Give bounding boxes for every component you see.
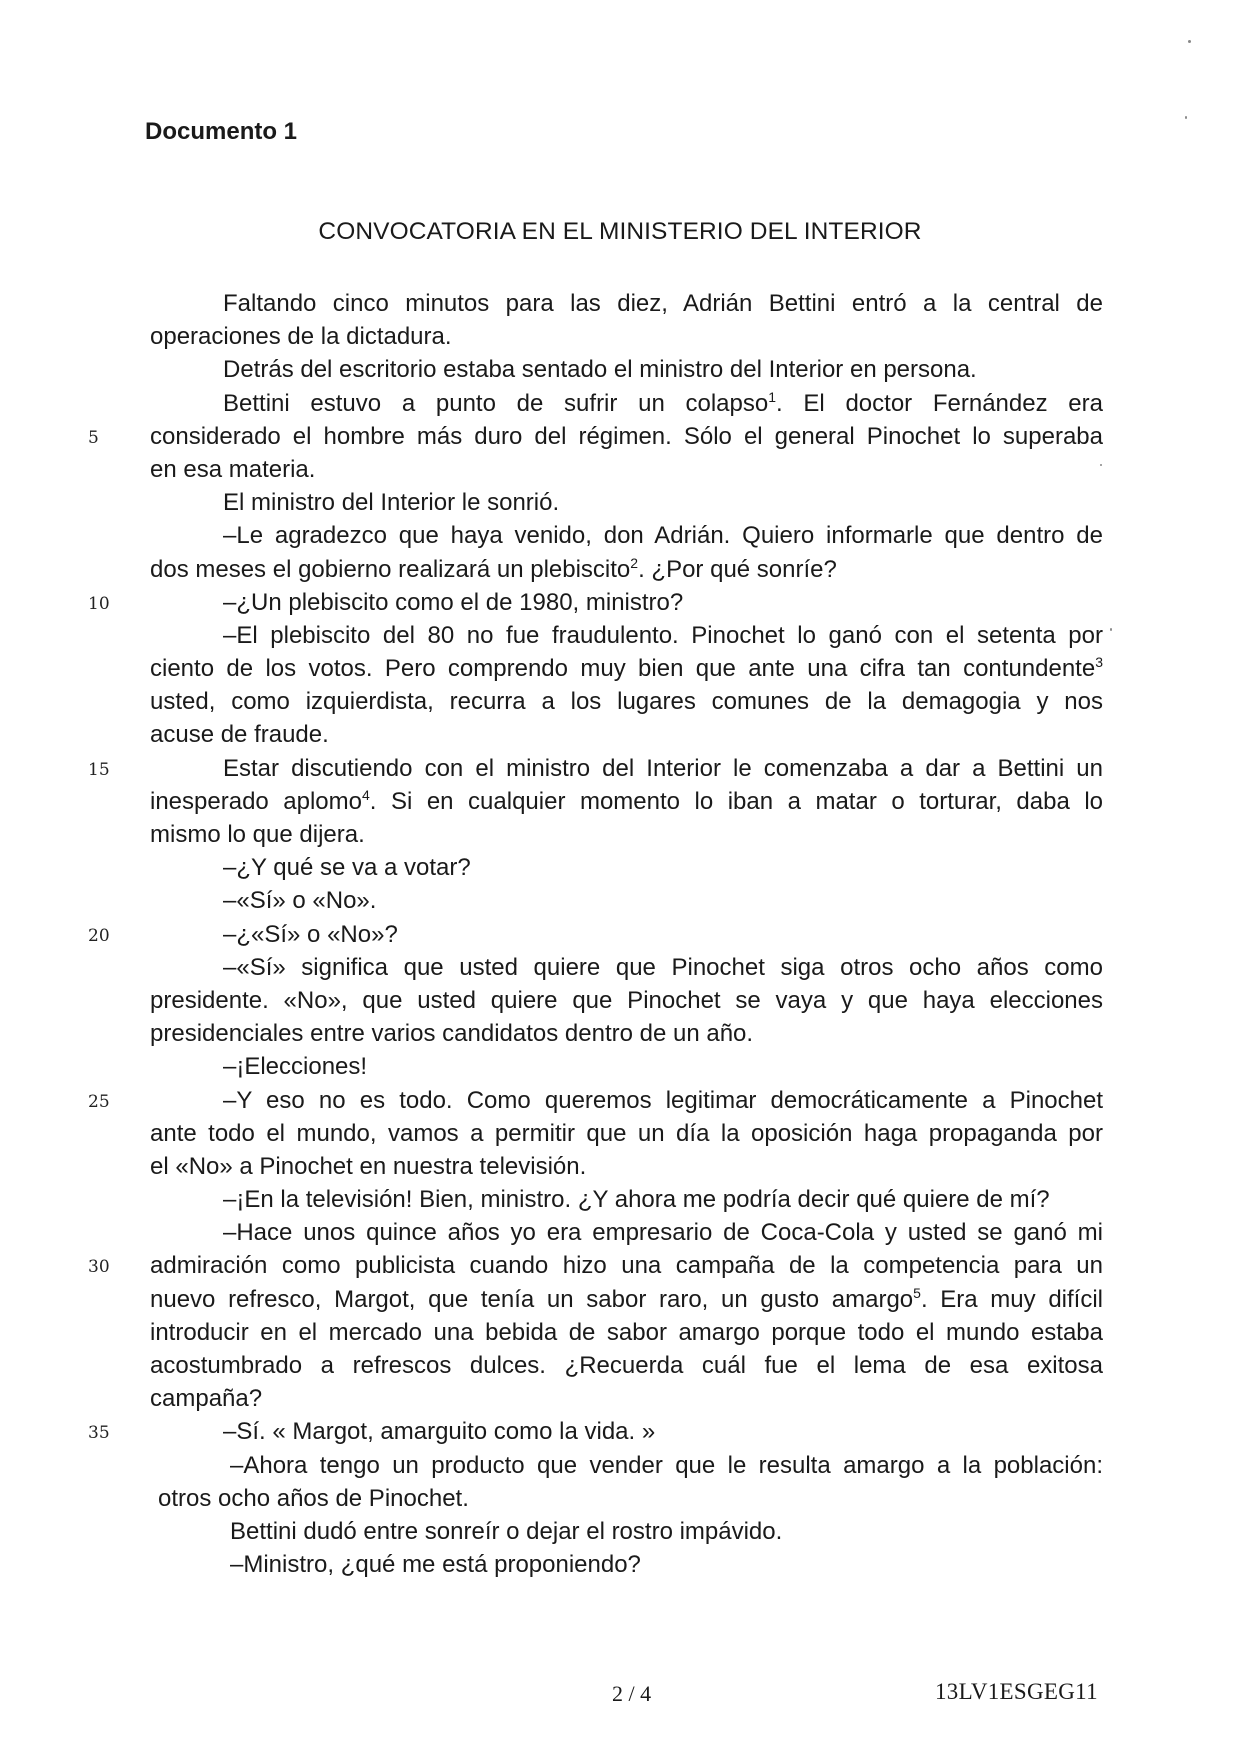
text-line: acuse de fraude. [150,721,329,749]
text-line: –¿Y qué se va a votar? [223,854,471,882]
footnote-ref: 2 [630,554,639,571]
line-number: 20 [88,925,110,946]
text-line: dos meses el gobierno realizará un plebiscito$^2$. ¿Por qué sonríe? [150,554,837,583]
footnote-ref: 3 [1095,654,1103,671]
page-title: CONVOCATORIA EN EL MINISTERIO DEL INTERIOR [318,218,922,245]
line-number: 5 [88,427,99,448]
text-line: –«Sí» significa que usted quiere que Pinochet siga otros ocho años como [223,953,1103,981]
text-line: 15 Estar discutiendo con el ministro del Interior le comenzaba a dar a Bettini un [150,752,1103,785]
text-line: usted, como izquierdista, recurra a los lugares comunes de la demagogia y nos [150,688,1103,716]
text-line: inesperado aplomo$^4$. Si en cualquier momento lo iban a matar o torturar, daba lo [150,786,1104,815]
text-line: 25 –Y eso no es todo. Como queremos legitimar democráticamente a Pinochet [150,1084,1103,1117]
document-label: Documento 1 [145,118,298,145]
text-line: –«Sí» o «No». [223,887,377,915]
text-line: en esa materia. [150,455,316,483]
text-line: el «No» a Pinochet en nuestra televisión. [150,1152,587,1180]
line-number: 30 [88,1257,110,1278]
text-line: –Ahora tengo un producto que vender que le resulta amargo a la población: [230,1451,1103,1479]
text-line: 35 –Sí. « Margot, amarguito como la vida. » [150,1415,1103,1448]
scan-speck [1185,116,1187,119]
text-line: –Hace unos quince años yo era empresario de Coca-Cola y usted se ganó mi [223,1219,1103,1247]
text-line: Faltando cinco minutos para las diez, Adrián Bettini entró a la central de [223,290,1103,317]
text-line: 20 –¿«Sí» o «No»? [150,918,1103,951]
text-line: –Ministro, ¿qué me está proponiendo? [230,1551,641,1579]
text-line: acostumbrado a refrescos dulces. ¿Recuerda cuál fue el lema de esa exitosa [150,1352,1103,1379]
line-number: 10 [88,593,110,614]
text-line: El ministro del Interior le sonrió. [223,489,560,517]
scan-speck [1100,464,1102,466]
footnote-ref: 4 [362,786,370,803]
text-line: presidenciales entre varios candidatos dentro de un año. [150,1020,754,1048]
text-line: 10 –¿Un plebiscito como el de 1980, ministro? [150,586,1103,619]
page-number: 2 / 4 [612,1681,652,1706]
text-line: ciento de los votos. Pero comprendo muy bien que ante una cifra tan contundente$^3$ [150,654,1103,683]
text-line: Bettini estuvo a punto de sufrir un colapso$^1$. El doctor Fernández era [223,388,1103,417]
line-number: 25 [88,1091,110,1112]
line-number: 35 [88,1423,110,1444]
footnote-ref: 1 [768,388,777,405]
text-line: otros ocho años de Pinochet. [158,1484,469,1512]
line-number: 15 [88,759,110,780]
text-line: 5 considerado el hombre más duro del régimen. Sólo el general Pinochet lo superaba [150,420,1103,453]
text-line: presidente. «No», que usted quiere que Pinochet se vaya y que haya elecciones [150,986,1103,1014]
text-line: Bettini dudó entre sonreír o dejar el rostro impávido. [230,1517,783,1545]
text-line: Detrás del escritorio estaba sentado el ministro del Interior en persona. [223,356,977,384]
scan-speck [1188,40,1191,43]
text-line: 30 admiración como publicista cuando hizo una campaña de la competencia para un [150,1249,1103,1282]
text-line: ante todo el mundo, vamos a permitir que un día la oposición haga propaganda por [150,1119,1103,1147]
text-line: introducir en el mercado una bebida de sabor amargo porque todo el mundo estaba [150,1318,1103,1346]
text-line: campaña? [150,1385,263,1413]
document-code: 13LV1ESGEG11 [935,1679,1098,1704]
footnote-ref: 5 [913,1284,921,1301]
text-body [88,287,1104,1581]
text-line: nuevo refresco, Margot, que tenía un sabor raro, un gusto amargo$^5$. Era muy difícil [150,1284,1103,1313]
text-line: –Le agradezco que haya venido, don Adrián. Quiero informarle que dentro de [223,522,1103,550]
text-line: –¡Elecciones! [223,1053,368,1081]
text-line: operaciones de la dictadura. [150,323,452,351]
text-line: –¡En la televisión! Bien, ministro. ¿Y ahora me podría decir qué quiere de mí? [223,1186,1050,1214]
text-line: –El plebiscito del 80 no fue fraudulento. Pinochet lo ganó con el setenta por [223,621,1103,649]
scan-speck [1110,628,1112,631]
text-line: mismo lo que dijera. [150,821,365,848]
